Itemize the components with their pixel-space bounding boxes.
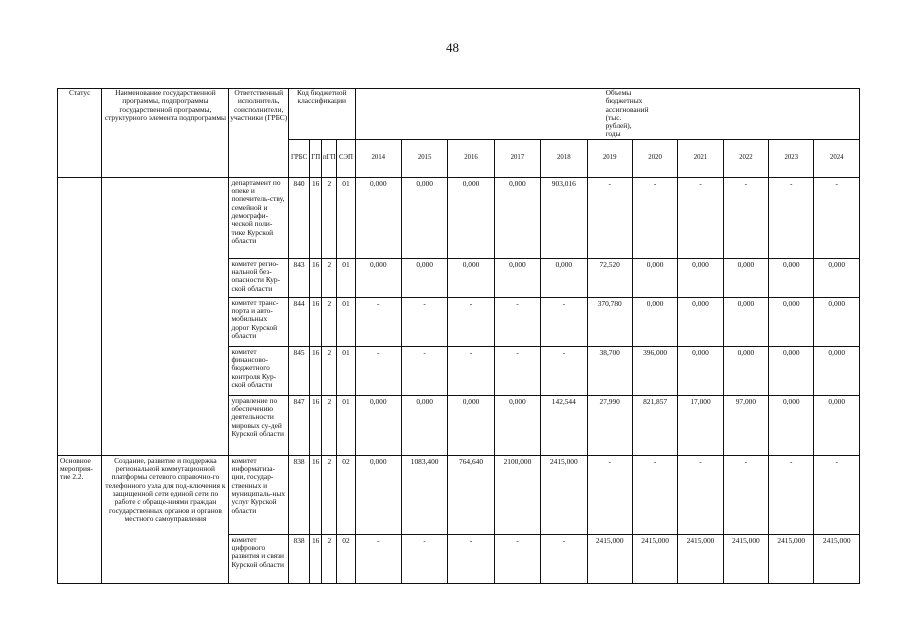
- value-cell: 142,544: [541, 395, 587, 455]
- value-cell: 0,000: [401, 258, 447, 297]
- code-cell: 840: [288, 177, 309, 258]
- code-cell: 2: [322, 258, 337, 297]
- header-status: Статус: [58, 89, 102, 178]
- header-code-grbs: ГРБС: [288, 139, 309, 177]
- value-cell: -: [632, 177, 677, 258]
- value-cell: 0,000: [401, 177, 447, 258]
- value-cell: 97,000: [723, 395, 768, 455]
- code-cell: 16: [310, 534, 322, 583]
- code-cell: 838: [288, 534, 309, 583]
- code-cell: 2: [322, 177, 337, 258]
- value-cell: -: [401, 297, 447, 346]
- code-cell: 02: [337, 534, 355, 583]
- value-cell: 0,000: [678, 258, 723, 297]
- value-cell: 0,000: [355, 177, 401, 258]
- code-cell: 2: [322, 395, 337, 455]
- header-budget-code: Код бюджетной классификации: [288, 89, 355, 140]
- value-cell: 0,000: [769, 346, 814, 395]
- value-cell: 0,000: [769, 258, 814, 297]
- header-volumes: Объемы бюджетных ассигнований (тыс. рублей), годы: [355, 89, 859, 140]
- code-cell: 16: [310, 395, 322, 455]
- page-number: 48: [446, 40, 459, 55]
- header-year: 2015: [401, 139, 447, 177]
- value-cell: -: [494, 346, 540, 395]
- value-cell: 370,780: [587, 297, 632, 346]
- value-cell: 0,000: [494, 258, 540, 297]
- header-year: 2019: [587, 139, 632, 177]
- code-cell: 01: [337, 258, 355, 297]
- measure-status: Основное мероприя-тие 2.2.: [58, 455, 102, 583]
- value-cell: 0,000: [769, 395, 814, 455]
- header-name: Наименование государственной программы, подпрограммы государственной программы, структурного элемента подпрограммы: [102, 89, 229, 178]
- code-cell: 16: [310, 258, 322, 297]
- code-cell: 2: [322, 346, 337, 395]
- value-cell: 0,000: [494, 177, 540, 258]
- code-cell: 02: [337, 455, 355, 534]
- header-code-gp: ГП: [310, 139, 322, 177]
- header-executor: Ответственный исполнитель, соисполнители, участники (ГРБС): [229, 89, 289, 178]
- code-cell: 16: [310, 177, 322, 258]
- value-cell: 2415,000: [723, 534, 768, 583]
- code-cell: 845: [288, 346, 309, 395]
- value-cell: 0,000: [448, 395, 494, 455]
- value-cell: 2415,000: [587, 534, 632, 583]
- value-cell: -: [723, 177, 768, 258]
- status-cell-empty: [58, 177, 102, 455]
- executor-cell: комитет финансово-бюджетного контроля Кур-ской области: [229, 346, 289, 395]
- value-cell: 2415,000: [632, 534, 677, 583]
- executor-cell: комитет цифрового развития и связи Курской области: [229, 534, 289, 583]
- value-cell: 17,000: [678, 395, 723, 455]
- value-cell: 0,000: [814, 346, 860, 395]
- value-cell: 0,000: [723, 258, 768, 297]
- value-cell: -: [355, 346, 401, 395]
- value-cell: 1083,400: [401, 455, 447, 534]
- code-cell: 838: [288, 455, 309, 534]
- header-year: 2018: [541, 139, 587, 177]
- value-cell: 0,000: [355, 258, 401, 297]
- value-cell: -: [587, 177, 632, 258]
- code-cell: 01: [337, 395, 355, 455]
- value-cell: -: [814, 177, 860, 258]
- value-cell: -: [494, 297, 540, 346]
- value-cell: 396,000: [632, 346, 677, 395]
- code-cell: 01: [337, 177, 355, 258]
- header-year: 2014: [355, 139, 401, 177]
- value-cell: -: [541, 534, 587, 583]
- value-cell: 0,000: [769, 297, 814, 346]
- value-cell: 0,000: [494, 395, 540, 455]
- executor-cell: комитет транс-порта и авто-мобильных дорог Курской области: [229, 297, 289, 346]
- value-cell: -: [769, 177, 814, 258]
- code-cell: 16: [310, 455, 322, 534]
- value-cell: 0,000: [723, 346, 768, 395]
- value-cell: -: [541, 346, 587, 395]
- code-cell: 16: [310, 297, 322, 346]
- value-cell: 38,700: [587, 346, 632, 395]
- header-year: 2020: [632, 139, 677, 177]
- value-cell: -: [401, 346, 447, 395]
- value-cell: 821,857: [632, 395, 677, 455]
- budget-table-wrapper: [57, 88, 860, 584]
- value-cell: 0,000: [678, 297, 723, 346]
- header-year: 2017: [494, 139, 540, 177]
- code-cell: 2: [322, 455, 337, 534]
- code-cell: 2: [322, 297, 337, 346]
- value-cell: -: [632, 455, 677, 534]
- table-row: [58, 177, 860, 258]
- executor-cell: комитет регио-нальной без-опасности Кур-ской области: [229, 258, 289, 297]
- value-cell: 0,000: [814, 258, 860, 297]
- header-year: 2024: [814, 139, 860, 177]
- code-cell: 16: [310, 346, 322, 395]
- header-year: 2021: [678, 139, 723, 177]
- value-cell: 0,000: [632, 258, 677, 297]
- code-cell: 01: [337, 297, 355, 346]
- value-cell: 0,000: [723, 297, 768, 346]
- value-cell: -: [678, 177, 723, 258]
- value-cell: 2415,000: [814, 534, 860, 583]
- value-cell: 0,000: [355, 455, 401, 534]
- value-cell: 0,000: [814, 395, 860, 455]
- value-cell: 0,000: [632, 297, 677, 346]
- value-cell: -: [355, 297, 401, 346]
- header-year: 2023: [769, 139, 814, 177]
- name-cell-empty: [102, 177, 229, 455]
- value-cell: 2415,000: [541, 455, 587, 534]
- executor-cell: управление по обеспечению деятельности мировых су-дей Курской области: [229, 395, 289, 455]
- value-cell: 0,000: [448, 258, 494, 297]
- value-cell: 2415,000: [769, 534, 814, 583]
- value-cell: 0,000: [448, 177, 494, 258]
- value-cell: 0,000: [678, 346, 723, 395]
- budget-table: [57, 88, 860, 584]
- value-cell: -: [678, 455, 723, 534]
- value-cell: -: [494, 534, 540, 583]
- header-code-sep: СЭП: [337, 139, 355, 177]
- value-cell: -: [723, 455, 768, 534]
- code-cell: 844: [288, 297, 309, 346]
- value-cell: -: [814, 455, 860, 534]
- value-cell: 903,016: [541, 177, 587, 258]
- executor-cell: департамент по опеке и попечитель-ству, семейной и демографи-ческой поли-тике Курской области: [229, 177, 289, 258]
- table-row: [58, 455, 860, 534]
- value-cell: -: [448, 346, 494, 395]
- header-year: 2022: [723, 139, 768, 177]
- value-cell: 2415,000: [678, 534, 723, 583]
- code-cell: 01: [337, 346, 355, 395]
- value-cell: -: [448, 297, 494, 346]
- code-cell: 847: [288, 395, 309, 455]
- executor-cell: комитет информатиза-ции, государ-ственных и муниципаль-ных услуг Курской области: [229, 455, 289, 534]
- value-cell: 764,640: [448, 455, 494, 534]
- value-cell: 0,000: [541, 258, 587, 297]
- value-cell: -: [355, 534, 401, 583]
- value-cell: 2100,000: [494, 455, 540, 534]
- value-cell: -: [401, 534, 447, 583]
- value-cell: -: [587, 455, 632, 534]
- code-cell: 2: [322, 534, 337, 583]
- code-cell: 843: [288, 258, 309, 297]
- header-year: 2016: [448, 139, 494, 177]
- value-cell: -: [448, 534, 494, 583]
- value-cell: 0,000: [401, 395, 447, 455]
- value-cell: 0,000: [355, 395, 401, 455]
- header-code-pgp: пГП: [322, 139, 337, 177]
- value-cell: -: [541, 297, 587, 346]
- value-cell: 0,000: [814, 297, 860, 346]
- value-cell: 72,520: [587, 258, 632, 297]
- value-cell: -: [769, 455, 814, 534]
- measure-name: Создание, развитие и поддержка региональной коммутационной платформы сетевого справочно-го телефонного узла для под-ключения к защищенной сети единой сети по работе с обраще-ниями граждан государственных органов и органов местного самоуправления: [102, 455, 229, 583]
- value-cell: 27,990: [587, 395, 632, 455]
